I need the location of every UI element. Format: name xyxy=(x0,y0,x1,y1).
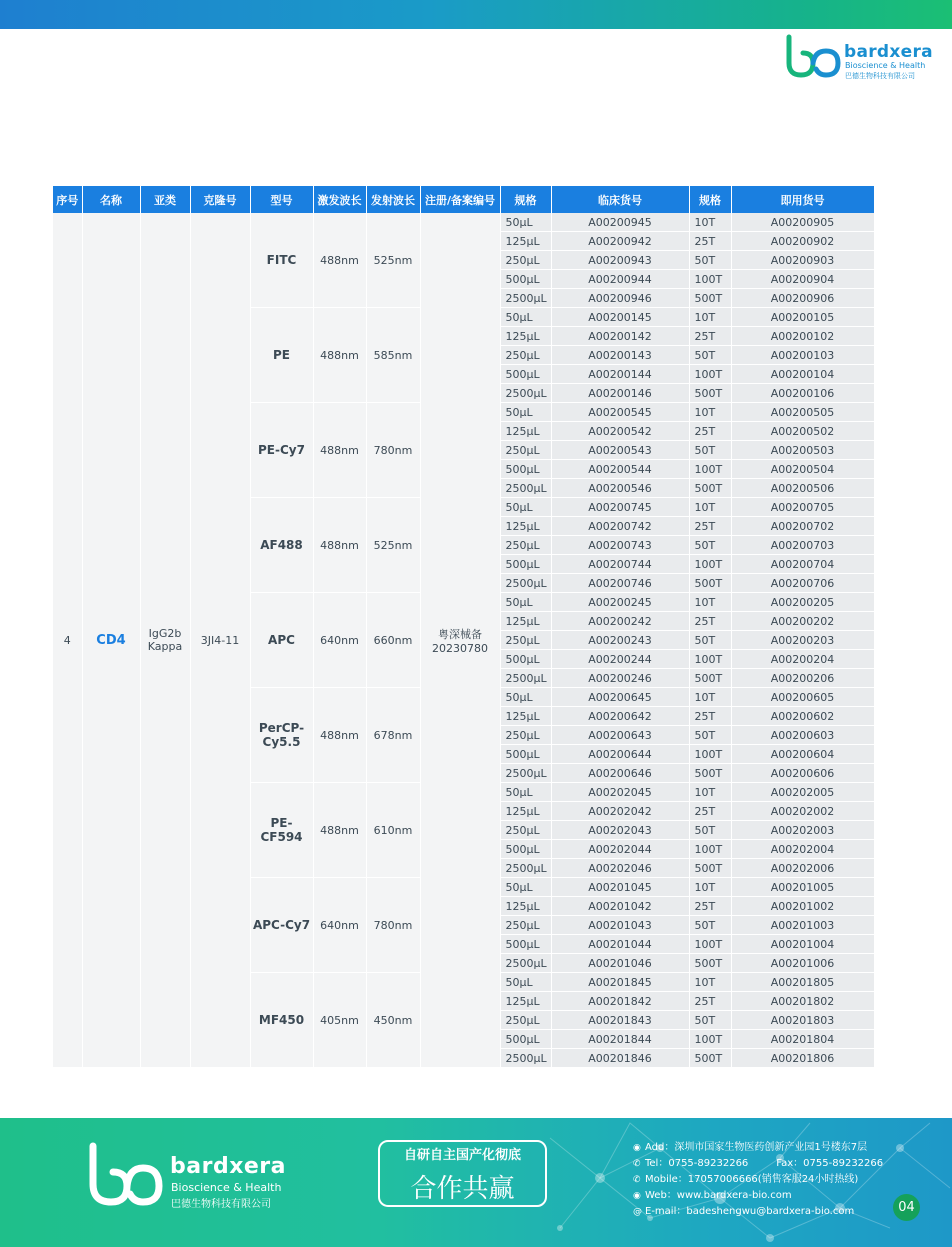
clinical-no-cell: A00200545 xyxy=(551,403,689,422)
spec-clinical-cell: 125μL xyxy=(500,612,551,631)
spec-clinical-cell: 500μL xyxy=(500,1030,551,1049)
ready-no-cell: A00200602 xyxy=(731,707,874,726)
spec-ready-cell: 10T xyxy=(689,973,731,992)
ready-no-cell: A00200702 xyxy=(731,517,874,536)
model-cell: APC-Cy7 xyxy=(250,878,313,973)
col-registration: 注册/备案编号 xyxy=(420,186,500,213)
clinical-no-cell: A00200946 xyxy=(551,289,689,308)
clinical-no-cell: A00200546 xyxy=(551,479,689,498)
clinical-no-cell: A00201043 xyxy=(551,916,689,935)
model-cell: AF488 xyxy=(250,498,313,593)
col-emission: 发射波长 xyxy=(366,186,420,213)
spec-ready-cell: 500T xyxy=(689,574,731,593)
spec-ready-cell: 10T xyxy=(689,593,731,612)
excitation-cell: 488nm xyxy=(313,498,366,593)
spec-ready-cell: 10T xyxy=(689,498,731,517)
ready-no-cell: A00200103 xyxy=(731,346,874,365)
clinical-no-cell: A00202042 xyxy=(551,802,689,821)
product-name-cell: CD4 xyxy=(82,213,140,1068)
ready-no-cell: A00200206 xyxy=(731,669,874,688)
ready-no-cell: A00200203 xyxy=(731,631,874,650)
clinical-no-cell: A00200142 xyxy=(551,327,689,346)
web-row xyxy=(633,1188,883,1204)
spec-clinical-cell: 125μL xyxy=(500,707,551,726)
mobile-icon: ✆ xyxy=(633,1175,641,1185)
spec-clinical-cell: 125μL xyxy=(500,422,551,441)
email-row xyxy=(633,1204,883,1220)
clinical-no-cell: A00202045 xyxy=(551,783,689,802)
footer-brand-sub-en: Bioscience & Health xyxy=(171,1181,282,1194)
clinical-no-cell: A00200644 xyxy=(551,745,689,764)
spec-ready-cell: 50T xyxy=(689,821,731,840)
spec-clinical-cell: 50μL xyxy=(500,783,551,802)
clinical-no-cell: A00201046 xyxy=(551,954,689,973)
spec-ready-cell: 25T xyxy=(689,327,731,346)
ready-no-cell: A00201806 xyxy=(731,1049,874,1068)
col-name: 名称 xyxy=(82,186,140,213)
ready-no-cell: A00200605 xyxy=(731,688,874,707)
clinical-no-cell: A00200543 xyxy=(551,441,689,460)
spec-ready-cell: 100T xyxy=(689,555,731,574)
spec-ready-cell: 25T xyxy=(689,802,731,821)
ready-no-cell: A00200705 xyxy=(731,498,874,517)
spec-clinical-cell: 2500μL xyxy=(500,859,551,878)
slogan-top: 自研自主国产化彻底 xyxy=(403,1148,521,1163)
spec-ready-cell: 500T xyxy=(689,1049,731,1068)
col-excitation: 激发波长 xyxy=(313,186,366,213)
model-cell: PE xyxy=(250,308,313,403)
clinical-no-cell: A00200246 xyxy=(551,669,689,688)
clinical-no-cell: A00201044 xyxy=(551,935,689,954)
spec-ready-cell: 500T xyxy=(689,289,731,308)
clinical-no-cell: A00201846 xyxy=(551,1049,689,1068)
spec-ready-cell: 500T xyxy=(689,859,731,878)
tel-row xyxy=(633,1156,883,1172)
table-row xyxy=(53,213,874,232)
spec-clinical-cell: 125μL xyxy=(500,327,551,346)
spec-ready-cell: 25T xyxy=(689,992,731,1011)
ready-no-cell: A00200603 xyxy=(731,726,874,745)
spec-ready-cell: 50T xyxy=(689,536,731,555)
spec-clinical-cell: 2500μL xyxy=(500,384,551,403)
clinical-no-cell: A00200743 xyxy=(551,536,689,555)
spec-ready-cell: 50T xyxy=(689,441,731,460)
spec-ready-cell: 500T xyxy=(689,764,731,783)
ready-no-cell: A00200504 xyxy=(731,460,874,479)
spec-clinical-cell: 2500μL xyxy=(500,1049,551,1068)
model-cell: PerCP-Cy5.5 xyxy=(250,688,313,783)
ready-no-cell: A00200205 xyxy=(731,593,874,612)
col-index: 序号 xyxy=(53,186,82,213)
model-cell: APC xyxy=(250,593,313,688)
clinical-no-cell: A00200744 xyxy=(551,555,689,574)
web-text[interactable]: Web：www.bardxera-bio.com xyxy=(645,1190,792,1201)
header-logo xyxy=(784,33,934,79)
col-ready-no: 即用货号 xyxy=(731,186,874,213)
spec-clinical-cell: 125μL xyxy=(500,992,551,1011)
header-brand-sub-en: Bioscience & Health xyxy=(845,61,926,70)
spec-ready-cell: 50T xyxy=(689,346,731,365)
emission-cell: 660nm xyxy=(366,593,420,688)
spec-clinical-cell: 500μL xyxy=(500,270,551,289)
clinical-no-cell: A00200146 xyxy=(551,384,689,403)
footer-brand: bardxera xyxy=(170,1154,286,1179)
product-table xyxy=(53,186,875,1068)
excitation-cell: 488nm xyxy=(313,308,366,403)
emission-cell: 525nm xyxy=(366,498,420,593)
contact-info xyxy=(633,1140,883,1220)
ready-no-cell: A00200502 xyxy=(731,422,874,441)
spec-ready-cell: 500T xyxy=(689,479,731,498)
spec-clinical-cell: 250μL xyxy=(500,346,551,365)
phone-icon: ✆ xyxy=(633,1159,641,1169)
emission-cell: 780nm xyxy=(366,403,420,498)
spec-clinical-cell: 2500μL xyxy=(500,764,551,783)
ready-no-cell: A00200903 xyxy=(731,251,874,270)
spec-ready-cell: 25T xyxy=(689,612,731,631)
spec-ready-cell: 10T xyxy=(689,878,731,897)
ready-no-cell: A00202004 xyxy=(731,840,874,859)
email-icon: @ xyxy=(633,1207,642,1217)
clinical-no-cell: A00200143 xyxy=(551,346,689,365)
header-brand: bardxera xyxy=(844,42,933,62)
spec-clinical-cell: 500μL xyxy=(500,745,551,764)
clinical-no-cell: A00200745 xyxy=(551,498,689,517)
page-number: 04 xyxy=(893,1194,920,1221)
ready-no-cell: A00202006 xyxy=(731,859,874,878)
spec-ready-cell: 25T xyxy=(689,707,731,726)
ready-no-cell: A00200106 xyxy=(731,384,874,403)
location-icon: ◉ xyxy=(633,1143,641,1153)
header-brand-sub-cn: 巴德生物科技有限公司 xyxy=(845,72,915,80)
spec-ready-cell: 100T xyxy=(689,840,731,859)
spec-ready-cell: 10T xyxy=(689,213,731,232)
spec-clinical-cell: 125μL xyxy=(500,897,551,916)
model-cell: MF450 xyxy=(250,973,313,1068)
clinical-no-cell: A00200746 xyxy=(551,574,689,593)
registration-cell: 粤深械备 20230780 xyxy=(420,213,500,1068)
col-subclass: 亚类 xyxy=(140,186,190,213)
ready-no-cell: A00202003 xyxy=(731,821,874,840)
clinical-no-cell: A00200542 xyxy=(551,422,689,441)
mobile-row xyxy=(633,1172,883,1188)
col-spec-ready: 规格 xyxy=(689,186,731,213)
address-text: Add：深圳市国家生物医药创新产业园1号楼东7层 xyxy=(645,1142,868,1153)
col-spec-clinical: 规格 xyxy=(500,186,551,213)
footer xyxy=(0,1118,952,1247)
emission-cell: 780nm xyxy=(366,878,420,973)
clinical-no-cell: A00200646 xyxy=(551,764,689,783)
ready-no-cell: A00200904 xyxy=(731,270,874,289)
ready-no-cell: A00201005 xyxy=(731,878,874,897)
spec-clinical-cell: 50μL xyxy=(500,213,551,232)
spec-clinical-cell: 250μL xyxy=(500,726,551,745)
clinical-no-cell: A00202043 xyxy=(551,821,689,840)
spec-ready-cell: 100T xyxy=(689,650,731,669)
ready-no-cell: A00200202 xyxy=(731,612,874,631)
spec-clinical-cell: 50μL xyxy=(500,498,551,517)
clinical-no-cell: A00200243 xyxy=(551,631,689,650)
spec-ready-cell: 100T xyxy=(689,745,731,764)
spec-ready-cell: 100T xyxy=(689,365,731,384)
spec-clinical-cell: 500μL xyxy=(500,935,551,954)
spec-ready-cell: 10T xyxy=(689,688,731,707)
ready-no-cell: A00200706 xyxy=(731,574,874,593)
clinical-no-cell: A00202046 xyxy=(551,859,689,878)
ready-no-cell: A00200506 xyxy=(731,479,874,498)
spec-ready-cell: 25T xyxy=(689,422,731,441)
spec-clinical-cell: 500μL xyxy=(500,650,551,669)
clinical-no-cell: A00201844 xyxy=(551,1030,689,1049)
spec-clinical-cell: 500μL xyxy=(500,460,551,479)
ready-no-cell: A00200902 xyxy=(731,232,874,251)
fax-text: Fax：0755-89232266 xyxy=(776,1158,884,1169)
model-cell: PE-Cy7 xyxy=(250,403,313,498)
ready-no-cell: A00201802 xyxy=(731,992,874,1011)
footer-logo-icon xyxy=(85,1140,165,1210)
ready-no-cell: A00200606 xyxy=(731,764,874,783)
clinical-no-cell: A00200245 xyxy=(551,593,689,612)
col-model: 型号 xyxy=(250,186,313,213)
ready-no-cell: A00201803 xyxy=(731,1011,874,1030)
spec-ready-cell: 500T xyxy=(689,669,731,688)
spec-ready-cell: 50T xyxy=(689,251,731,270)
ready-no-cell: A00200604 xyxy=(731,745,874,764)
spec-clinical-cell: 250μL xyxy=(500,536,551,555)
spec-ready-cell: 50T xyxy=(689,1011,731,1030)
excitation-cell: 640nm xyxy=(313,593,366,688)
index-cell: 4 xyxy=(53,213,82,1068)
clinical-no-cell: A00201843 xyxy=(551,1011,689,1030)
spec-ready-cell: 100T xyxy=(689,270,731,289)
spec-clinical-cell: 50μL xyxy=(500,403,551,422)
bardxera-logo-icon xyxy=(784,33,842,79)
clinical-no-cell: A00200645 xyxy=(551,688,689,707)
clinical-no-cell: A00201042 xyxy=(551,897,689,916)
spec-ready-cell: 50T xyxy=(689,726,731,745)
spec-clinical-cell: 125μL xyxy=(500,802,551,821)
emission-cell: 678nm xyxy=(366,688,420,783)
spec-clinical-cell: 50μL xyxy=(500,593,551,612)
clinical-no-cell: A00202044 xyxy=(551,840,689,859)
spec-clinical-cell: 50μL xyxy=(500,688,551,707)
spec-ready-cell: 10T xyxy=(689,403,731,422)
emission-cell: 610nm xyxy=(366,783,420,878)
globe-icon: ◉ xyxy=(633,1191,641,1201)
clone-cell: 3JI4-11 xyxy=(190,213,250,1068)
clinical-no-cell: A00201845 xyxy=(551,973,689,992)
clinical-no-cell: A00200242 xyxy=(551,612,689,631)
clinical-no-cell: A00200642 xyxy=(551,707,689,726)
spec-ready-cell: 100T xyxy=(689,460,731,479)
ready-no-cell: A00200704 xyxy=(731,555,874,574)
excitation-cell: 640nm xyxy=(313,878,366,973)
model-cell: FITC xyxy=(250,213,313,308)
ready-no-cell: A00200104 xyxy=(731,365,874,384)
excitation-cell: 488nm xyxy=(313,688,366,783)
subclass-cell: IgG2b Kappa xyxy=(140,213,190,1068)
spec-ready-cell: 25T xyxy=(689,517,731,536)
slogan-main: 合作共赢 xyxy=(410,1174,515,1204)
spec-clinical-cell: 2500μL xyxy=(500,669,551,688)
email-text[interactable]: E-mail：badeshengwu@bardxera-bio.com xyxy=(645,1206,855,1217)
mobile-text: Mobile：17057006666(销售客服24小时热线) xyxy=(645,1174,859,1185)
spec-ready-cell: 500T xyxy=(689,384,731,403)
ready-no-cell: A00201004 xyxy=(731,935,874,954)
spec-ready-cell: 100T xyxy=(689,935,731,954)
spec-ready-cell: 50T xyxy=(689,631,731,650)
clinical-no-cell: A00201045 xyxy=(551,878,689,897)
ready-no-cell: A00201002 xyxy=(731,897,874,916)
spec-clinical-cell: 500μL xyxy=(500,555,551,574)
excitation-cell: 488nm xyxy=(313,403,366,498)
clinical-no-cell: A00200742 xyxy=(551,517,689,536)
clinical-no-cell: A00201842 xyxy=(551,992,689,1011)
spec-clinical-cell: 250μL xyxy=(500,916,551,935)
spec-clinical-cell: 50μL xyxy=(500,308,551,327)
col-clinical-no: 临床货号 xyxy=(551,186,689,213)
slogan-box xyxy=(378,1140,547,1207)
tel-text: Tel：0755-89232266 xyxy=(645,1158,749,1169)
clinical-no-cell: A00200943 xyxy=(551,251,689,270)
spec-clinical-cell: 250μL xyxy=(500,821,551,840)
ready-no-cell: A00200102 xyxy=(731,327,874,346)
ready-no-cell: A00201804 xyxy=(731,1030,874,1049)
ready-no-cell: A00200105 xyxy=(731,308,874,327)
ready-no-cell: A00202005 xyxy=(731,783,874,802)
clinical-no-cell: A00200144 xyxy=(551,365,689,384)
spec-clinical-cell: 250μL xyxy=(500,631,551,650)
spec-clinical-cell: 2500μL xyxy=(500,479,551,498)
spec-ready-cell: 500T xyxy=(689,954,731,973)
spec-clinical-cell: 2500μL xyxy=(500,574,551,593)
ready-no-cell: A00200503 xyxy=(731,441,874,460)
spec-clinical-cell: 250μL xyxy=(500,441,551,460)
excitation-cell: 405nm xyxy=(313,973,366,1068)
spec-clinical-cell: 2500μL xyxy=(500,954,551,973)
spec-ready-cell: 10T xyxy=(689,783,731,802)
ready-no-cell: A00200703 xyxy=(731,536,874,555)
footer-brand-sub-cn: 巴德生物科技有限公司 xyxy=(171,1199,271,1210)
clinical-no-cell: A00200944 xyxy=(551,270,689,289)
spec-clinical-cell: 500μL xyxy=(500,365,551,384)
address-row xyxy=(633,1140,883,1156)
spec-clinical-cell: 50μL xyxy=(500,973,551,992)
table-header-row xyxy=(53,186,874,213)
spec-clinical-cell: 125μL xyxy=(500,232,551,251)
excitation-cell: 488nm xyxy=(313,783,366,878)
ready-no-cell: A00201003 xyxy=(731,916,874,935)
spec-ready-cell: 25T xyxy=(689,897,731,916)
ready-no-cell: A00200906 xyxy=(731,289,874,308)
excitation-cell: 488nm xyxy=(313,213,366,308)
spec-ready-cell: 100T xyxy=(689,1030,731,1049)
ready-no-cell: A00202002 xyxy=(731,802,874,821)
model-cell: PE-CF594 xyxy=(250,783,313,878)
clinical-no-cell: A00200244 xyxy=(551,650,689,669)
ready-no-cell: A00200905 xyxy=(731,213,874,232)
emission-cell: 450nm xyxy=(366,973,420,1068)
ready-no-cell: A00200505 xyxy=(731,403,874,422)
ready-no-cell: A00200204 xyxy=(731,650,874,669)
spec-clinical-cell: 2500μL xyxy=(500,289,551,308)
spec-ready-cell: 10T xyxy=(689,308,731,327)
ready-no-cell: A00201006 xyxy=(731,954,874,973)
spec-ready-cell: 50T xyxy=(689,916,731,935)
spec-clinical-cell: 250μL xyxy=(500,251,551,270)
spec-clinical-cell: 125μL xyxy=(500,517,551,536)
spec-clinical-cell: 500μL xyxy=(500,840,551,859)
clinical-no-cell: A00200643 xyxy=(551,726,689,745)
emission-cell: 525nm xyxy=(366,213,420,308)
spec-ready-cell: 25T xyxy=(689,232,731,251)
clinical-no-cell: A00200145 xyxy=(551,308,689,327)
clinical-no-cell: A00200544 xyxy=(551,460,689,479)
top-gradient-bar xyxy=(0,0,952,29)
ready-no-cell: A00201805 xyxy=(731,973,874,992)
emission-cell: 585nm xyxy=(366,308,420,403)
spec-clinical-cell: 250μL xyxy=(500,1011,551,1030)
col-clone: 克隆号 xyxy=(190,186,250,213)
spec-clinical-cell: 50μL xyxy=(500,878,551,897)
clinical-no-cell: A00200945 xyxy=(551,213,689,232)
clinical-no-cell: A00200942 xyxy=(551,232,689,251)
